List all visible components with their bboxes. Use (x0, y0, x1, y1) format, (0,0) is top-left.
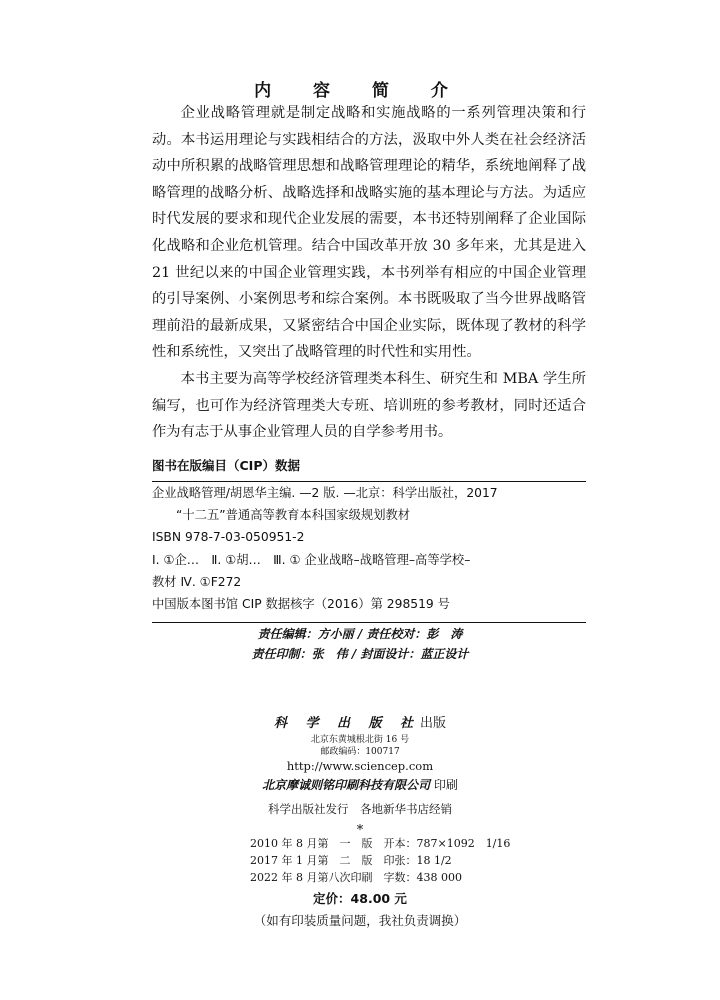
price: 定价：48.00 元 (313, 891, 407, 906)
cip-heading: 图书在版编目（CIP）数据 (152, 458, 300, 473)
distribution-line: 科学出版社发行 各地新华书店经销 (268, 802, 452, 816)
colophon (0, 714, 720, 838)
cip-line: 中国版本图书馆 CIP 数据核字（2016）第 298519 号 (152, 597, 450, 612)
printer-suffix: 印刷 (430, 778, 458, 792)
printer-name: 北京摩诚则铭印刷科技有限公司 (262, 778, 431, 792)
intro-paragraph: 企业战略管理就是制定战略和实施战略的一系列管理决策和行动。本书运用理论与实践相结合的方法，汲取中外人类在社会经济活动中所积累的战略管理思想和战略管理理论的精华，系统地阐释了战略管理的战略分析、战略选择和战略实施的基本理论与方法。为适应时代发展的要求和现代企业发展的需要，本书还特别阐释了企业国际化战略和企业危机管理。结合中国改革开放 30 多年来，尤其是进入 21 世纪以来的中国企业管理实践，本书列举有相应的中国企业管理的引导案例、小案例思考和综合案例。本书既吸取了当今世界战略管理前沿的最新成果，又紧密结合中国企业实际，既体现了教材的科学性和系统性，又突出了战略管理的时代性和实用性。 (152, 105, 586, 361)
edition-line: 2022 年 8 月第八次印刷 字数：438 000 (250, 871, 462, 884)
intro-paragraph: 本书主要为高等学校经济管理类本科生、研究生和 MBA 学生所编写，也可作为经济管理类大专班、培训班的参考教材，同时还适合作为有志于从事企业管理人员的自学参考用书。 (152, 370, 586, 441)
credit-line: 责任编辑：方小丽 / 责任校对：彭 涛 (257, 627, 463, 641)
cip-line: Ⅰ. ①企… Ⅱ. ①胡… Ⅲ. ① 企业战略–战略管理–高等学校– (152, 552, 471, 567)
publisher-name: 科 学 出 版 社 (273, 716, 421, 731)
publisher-url: http://www.sciencep.com (286, 759, 434, 773)
cip-line: 教材 Ⅳ. ①F272 (152, 574, 242, 589)
quality-notice: （如有印装质量问题，我社负责调换） (253, 913, 467, 928)
page-title: 内 容 简 介 (254, 81, 466, 101)
edition-line: 2010 年 8 月第 一 版 开本：787×1092 1/16 (250, 837, 511, 850)
star-separator: * (356, 823, 364, 838)
cip-data-block (152, 482, 586, 615)
editorial-credits (0, 624, 720, 664)
publisher-postcode: 邮政编码：100717 (320, 747, 400, 757)
cip-line: ISBN 978-7-03-050951-2 (152, 530, 305, 545)
divider (152, 622, 586, 623)
edition-line: 2017 年 1 月第 二 版 印张：18 1/2 (250, 854, 452, 867)
publisher-suffix: 出版 (420, 716, 447, 731)
credit-line: 责任印制：张 伟 / 封面设计：蓝正设计 (251, 647, 469, 661)
edition-info (250, 835, 510, 886)
book-introduction (152, 100, 586, 446)
publisher-address: 北京东黄城根北街 16 号 (310, 735, 410, 745)
cip-line: “十二五”普通高等教育本科国家级规划教材 (176, 508, 411, 523)
printer-line (0, 774, 720, 796)
cip-line: 企业战略管理/胡恩华主编. —2 版. —北京：科学出版社，2017 (152, 486, 498, 500)
publisher-line (0, 714, 720, 734)
